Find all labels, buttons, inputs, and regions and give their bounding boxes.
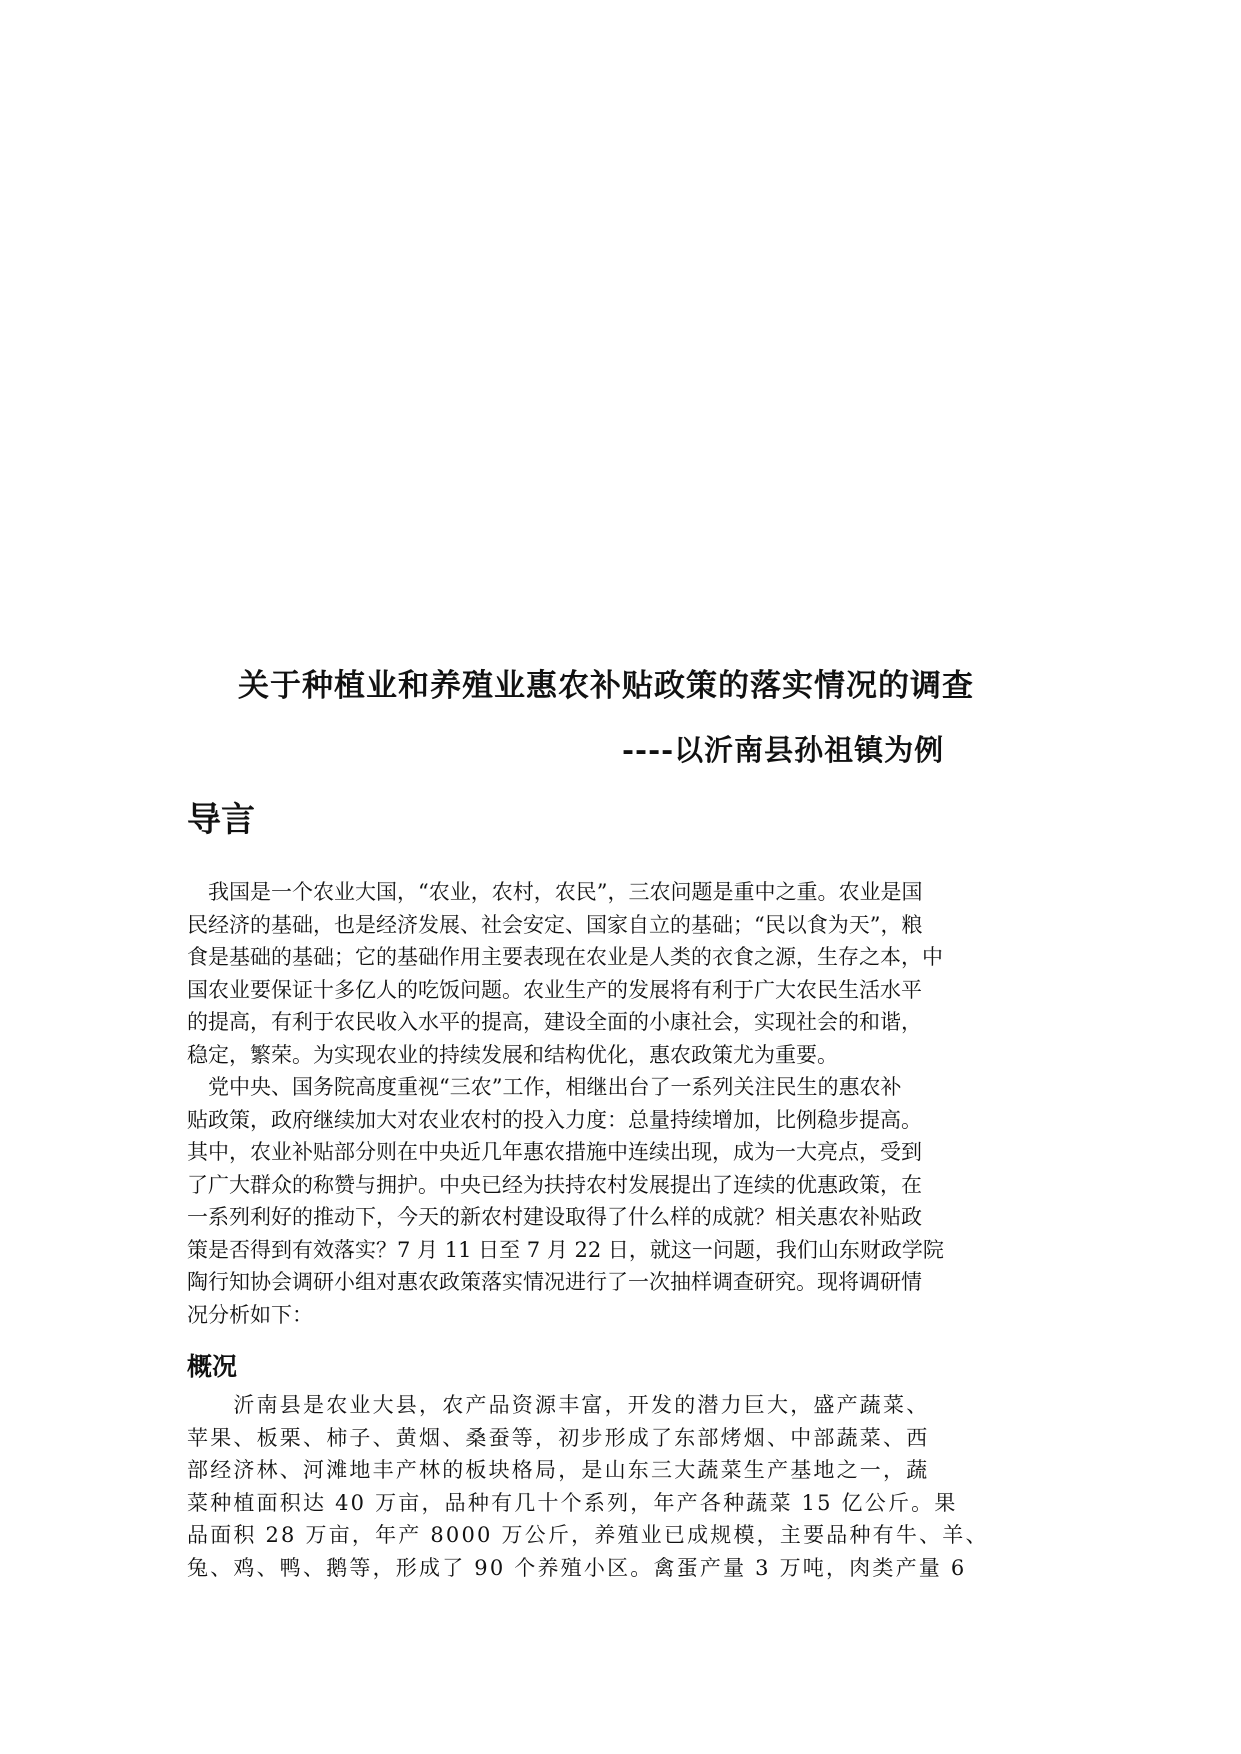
paragraph-line: 沂南县是农业大县，农产品资源丰富，开发的潜力巨大，盛产蔬菜、 <box>187 1393 930 1417</box>
document-subtitle: ----以沂南县孙祖镇为例 <box>622 733 945 767</box>
paragraph-line: 了广大群众的称赞与拥护。中央已经为扶持农村发展提出了连续的优惠政策，在 <box>187 1172 922 1197</box>
paragraph-line: 苹果、板栗、柿子、黄烟、桑蚕等，初步形成了东部烤烟、中部蔬菜、西 <box>187 1425 930 1450</box>
paragraph-line: 其中，农业补贴部分则在中央近几年惠农措施中连续出现，成为一大亮点，受到 <box>187 1140 922 1164</box>
paragraph-line: 的提高，有利于农民收入水平的提高，建设全面的小康社会，实现社会的和谐， <box>187 1010 922 1034</box>
overview-section-body <box>187 1389 1055 1584</box>
paragraph-line: 况分析如下： <box>187 1302 313 1327</box>
intro-paragraph-1 <box>187 876 1055 1071</box>
paragraph-line: 稳定，繁荣。为实现农业的持续发展和结构优化，惠农政策尤为重要。 <box>187 1042 838 1067</box>
paragraph-line: 食是基础的基础；它的基础作用主要表现在农业是人类的衣食之源，生存之本，中 <box>187 945 943 969</box>
paragraph-line: 我国是一个农业大国，“农业，农村，农民”，三农问题是重中之重。农业是国 <box>187 880 923 904</box>
paragraph-line: 党中央、国务院高度重视“三农”工作，相继出台了一系列关注民生的惠农补 <box>187 1075 902 1099</box>
paragraph-line: 品面积 28 万亩，年产 8000 万公斤，养殖业已成规模，主要品种有牛、羊、 <box>187 1523 989 1547</box>
paragraph-line: 贴政策，政府继续加大对农业农村的投入力度：总量持续增加，比例稳步提高。 <box>187 1107 922 1132</box>
paragraph-line: 一系列利好的推动下，今天的新农村建设取得了什么样的成就？相关惠农补贴政 <box>187 1205 922 1229</box>
section-heading-overview: 概况 <box>187 1352 238 1381</box>
intro-section-body <box>187 876 1055 1331</box>
paragraph-line: 国农业要保证十多亿人的吃饭问题。农业生产的发展将有利于广大农民生活水平 <box>187 977 922 1002</box>
intro-paragraph-2 <box>187 1071 1055 1331</box>
document-title: 关于种植业和养殖业惠农补贴政策的落实情况的调查 <box>238 668 974 704</box>
section-heading-intro: 导言 <box>187 800 255 840</box>
paragraph-line: 兔、鸡、鸭、鹅等，形成了 90 个养殖小区。禽蛋产量 3 万吨，肉类产量 6 <box>187 1555 967 1580</box>
overview-paragraph-1 <box>187 1389 1055 1584</box>
paragraph-line: 菜种植面积达 40 万亩，品种有几十个系列，年产各种蔬菜 15 亿公斤。果 <box>187 1490 958 1515</box>
paragraph-line: 部经济林、河滩地丰产林的板块格局，是山东三大蔬菜生产基地之一，蔬 <box>187 1458 930 1482</box>
paragraph-line: 民经济的基础，也是经济发展、社会安定、国家自立的基础；“民以食为天”，粮 <box>187 912 923 937</box>
paragraph-line: 陶行知协会调研小组对惠农政策落实情况进行了一次抽样调查研究。现将调研情 <box>187 1270 922 1294</box>
paragraph-line: 策是否得到有效落实？7 月 11 日至 7 月 22 日，就这一问题，我们山东财政学院 <box>187 1237 944 1262</box>
